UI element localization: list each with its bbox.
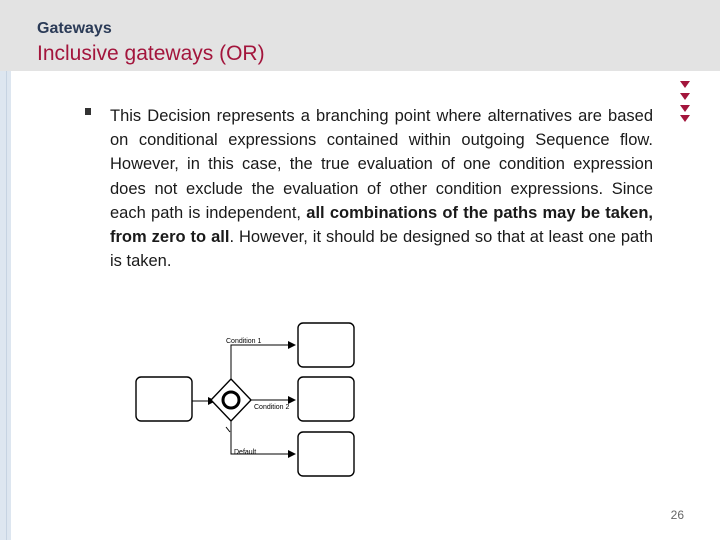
- triple-down-arrow-icon: [679, 80, 691, 124]
- flow-condition-1: [231, 345, 288, 379]
- header-bar: [0, 0, 720, 71]
- body-paragraph: [110, 104, 653, 273]
- body-text-start: This Decision represents a branching point where alternatives are based on conditional expressions contained within outgoing Sequence flow. However, in this case, the true evaluation of one condition expression does not exclude the evaluation of other condition expressions. Since each path is independent,: [110, 107, 653, 222]
- body-text-end: . However, it should be designed so that at least one path is taken.: [110, 228, 653, 271]
- gateway-diamond: [211, 379, 251, 421]
- left-rule-line: [6, 71, 7, 540]
- square-bullet-icon: [85, 108, 91, 115]
- inclusive-gateway-diagram: [130, 318, 370, 483]
- left-decorative-rule: [0, 71, 11, 540]
- condition-1-label: Condition 1: [226, 338, 262, 345]
- flow-arrowhead: [288, 450, 296, 458]
- target-task-box-1: [298, 323, 354, 367]
- body-text-bold: all combinations of the paths may be taken, from zero to all: [110, 203, 653, 247]
- target-task-box-2: [298, 377, 354, 421]
- section-kicker: Gateways: [37, 20, 112, 37]
- condition-2-label: Condition 2: [254, 404, 290, 411]
- default-slash: [226, 427, 230, 432]
- slide-title: Inclusive gateways (OR): [37, 42, 265, 65]
- flow-arrowhead: [288, 396, 296, 404]
- target-task-box-3: [298, 432, 354, 476]
- page-number: 26: [670, 508, 684, 522]
- default-label: Default: [234, 449, 257, 456]
- source-task-box: [136, 377, 192, 421]
- flow-arrowhead: [288, 341, 296, 349]
